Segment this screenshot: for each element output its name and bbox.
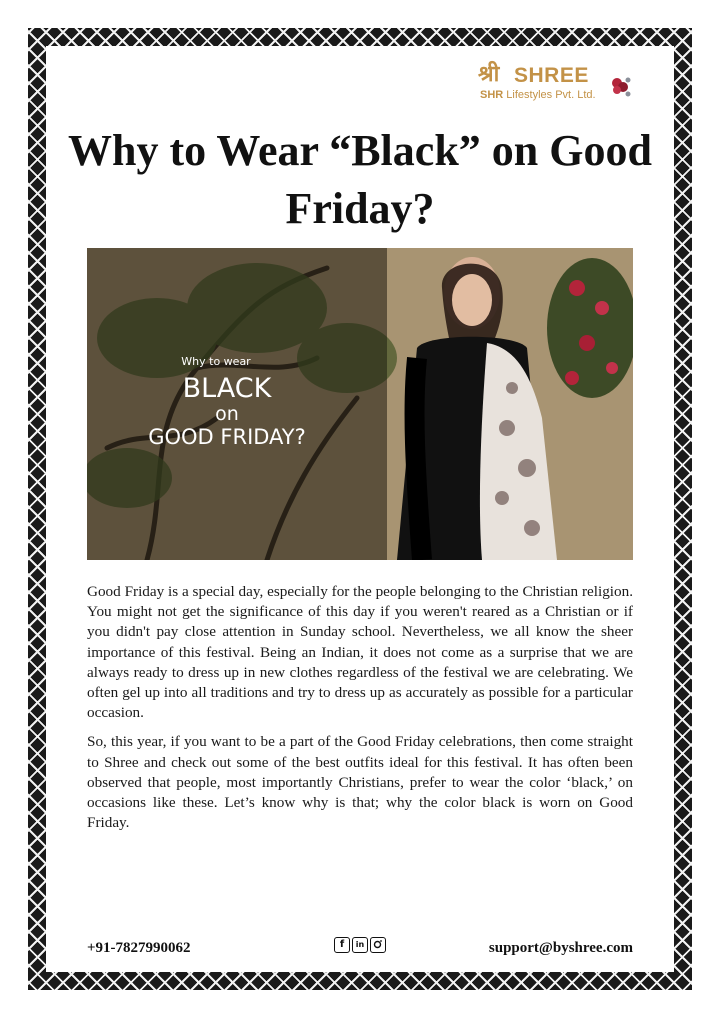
logo-brand-name: SHREE [514,64,589,87]
footer-phone[interactable]: +91-7827990062 [87,940,191,956]
instagram-icon[interactable] [370,937,386,953]
page-title: Why to Wear “Black” on Good Friday? [68,126,652,233]
logo-devanagari-mark: श्री [478,62,500,87]
instagram-glyph [371,938,384,951]
paragraph-2: So, this year, if you want to be a part of the Good Friday celebrations, then come straight to Shree and check out some of the best outfits ideal for this festival. It has often been observed that people, most importantly Christians, prefer to wear the color ‘black,’ on occasions like these. Let’s know why is that; why the color black is worn on Good Friday. [87,733,633,832]
hero-banner-image [87,248,633,560]
hero-caption-line1: Why to wear [181,355,251,368]
flower-icon [608,74,632,98]
hero-caption-black: BLACK [182,373,272,404]
shree-logo [478,62,638,106]
logo-subtitle-rest: Lifestyles Pvt. Ltd. [503,89,596,101]
footer-email[interactable]: support@byshree.com [488,940,633,956]
social-icons [334,937,386,955]
facebook-icon[interactable]: f [334,937,350,953]
article-body [87,582,633,842]
hero-caption [127,354,327,450]
hero-caption-on: on [215,403,239,425]
paragraph-1: Good Friday is a special day, especially for the people belonging to the Christian religion. You might not get the significance of this day if you weren't reared as a Christian or if you didn't pay close attention in Sunday school. Nevertheless, we all know the sheer importance of this festival. Being an Indian, it does not come as a surprise that we are always ready to dress up in new clothes regardless of the festival we are celebrating. We often gel up into all traditions and try to dress up as accurately as possible for a particular occasion. [87,583,633,722]
logo-subtitle-bold: SHR [480,89,504,101]
linkedin-icon[interactable]: in [352,937,368,953]
hero-caption-good-friday: GOOD FRIDAY? [148,425,306,449]
logo-subtitle [480,88,596,102]
